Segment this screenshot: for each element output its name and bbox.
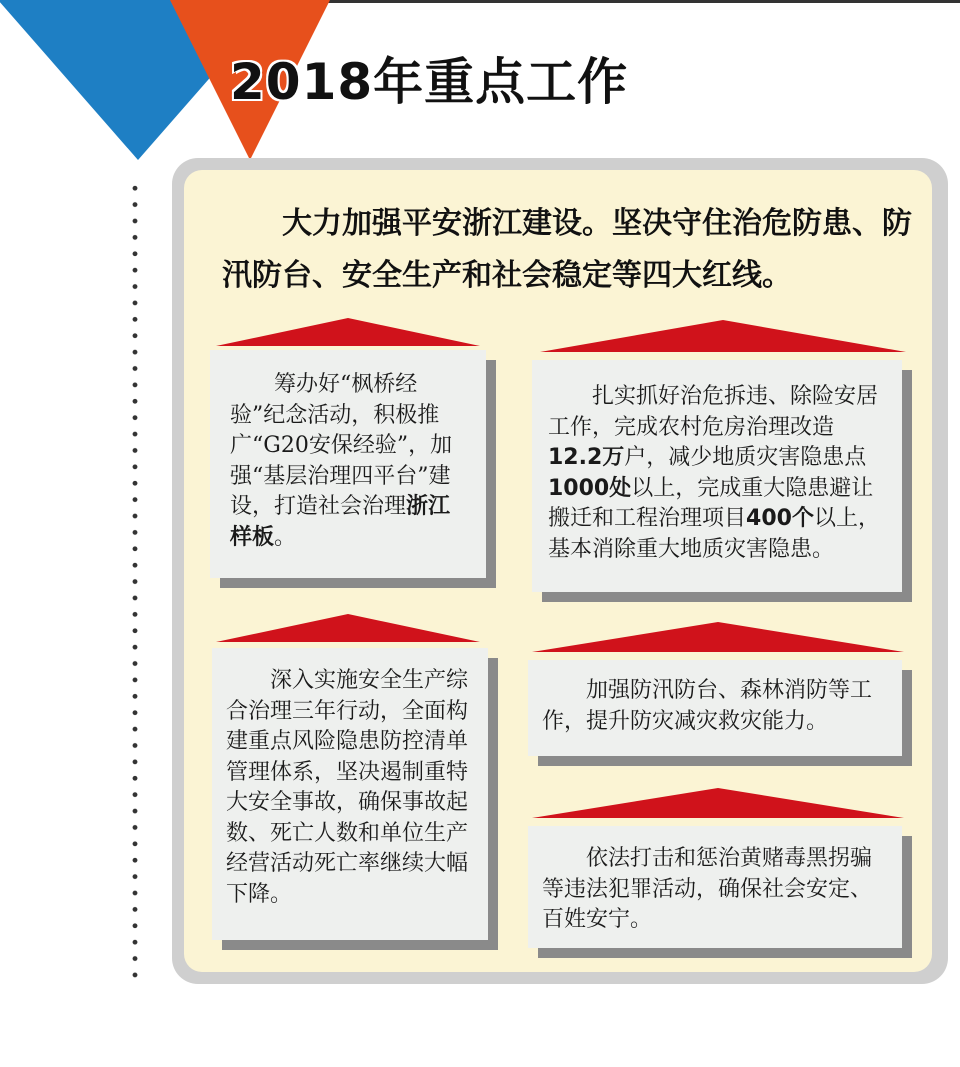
body-text: 户，减少地质灾害隐患点 (624, 445, 867, 470)
highlight-text: 1000处 (548, 475, 632, 501)
card-text (548, 382, 888, 565)
body-text: 筹办好“枫桥经验”纪念活动，积极推广“G20安保经验”，加强“基层治理四平台”建设，打造社会治理 (230, 372, 453, 519)
card-text (226, 666, 474, 910)
card-roof (216, 614, 480, 642)
body-text: 。 (274, 524, 297, 550)
card-5 (528, 826, 902, 948)
body-text: 依法打击和惩治黄赌毒黑拐骗等违法犯罪活动，确保社会安定、百姓安宁。 (542, 846, 873, 932)
body-text: 以上，完成重大隐患避让搬迁和工程治理项目 (548, 475, 874, 531)
card-2 (532, 360, 902, 592)
card-roof (532, 622, 904, 652)
top-rule (255, 0, 960, 3)
card-roof (540, 320, 906, 352)
body-text: 以上，基本消除重大地质灾害隐患。 (548, 506, 880, 562)
card-text (542, 844, 888, 936)
card-text (542, 676, 888, 737)
body-text: 加强防汛防台、森林消防等工作，提升防灾减灾救灾能力。 (542, 678, 873, 734)
card-1 (210, 350, 486, 578)
card-roof (532, 788, 904, 818)
body-text: 扎实抓好治危拆违、除险安居工作，完成农村危房治理改造 (548, 384, 879, 440)
card-text (230, 370, 472, 553)
highlight-text: 12.2万 (548, 445, 625, 470)
highlight-text: 浙江样板 (230, 494, 451, 550)
highlight-text: 400个 (746, 506, 814, 531)
intro-headline: 大力加强平安浙江建设。坚决守住治危防患、防汛防台、安全生产和社会稳定等四大红线。 (222, 206, 912, 293)
page-title: 2018年重点工作 (230, 53, 629, 111)
card-4 (528, 660, 902, 756)
body-text: 深入实施安全生产综合治理三年行动，全面构建重点风险隐患防控清单管理体系，坚决遏制重特大安全事故，确保事故起数、死亡人数和单位生产经营活动死亡率继续大幅下降。 (226, 668, 469, 907)
card-3 (212, 648, 488, 940)
dotted-line-decoration (131, 180, 139, 980)
card-roof (216, 318, 480, 346)
